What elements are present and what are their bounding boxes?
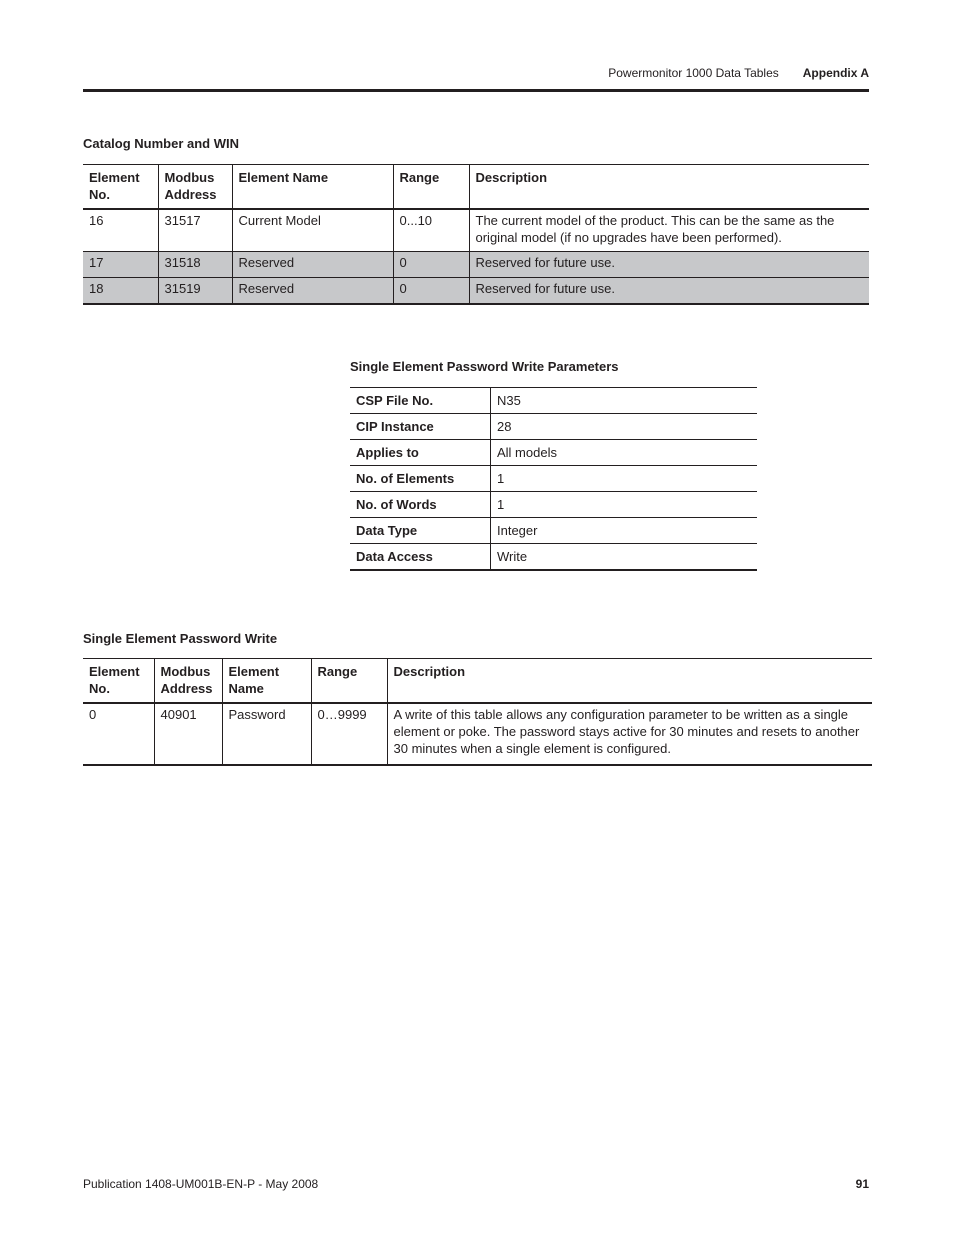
column-header: Description bbox=[469, 165, 869, 209]
column-header: Element Name bbox=[232, 165, 393, 209]
table-row bbox=[350, 440, 757, 466]
password-write-table bbox=[83, 658, 872, 766]
table-cell: Current Model bbox=[232, 209, 393, 252]
table-cell: 0…9999 bbox=[311, 703, 387, 765]
table-row bbox=[83, 252, 869, 278]
table-cell: 0 bbox=[393, 252, 469, 278]
parameter-label: CSP File No. bbox=[356, 393, 434, 408]
parameter-value: 28 bbox=[491, 414, 758, 440]
table1-caption: Catalog Number and WIN bbox=[83, 136, 240, 151]
table-cell: 18 bbox=[83, 278, 158, 304]
table-cell: Reserved bbox=[232, 278, 393, 304]
column-header: Element Name bbox=[222, 659, 311, 703]
table-row bbox=[350, 466, 757, 492]
parameter-label: No. of Words bbox=[350, 492, 491, 518]
table-cell: The current model of the product. This can be the same as the original model (if no upgrades have been performed). bbox=[469, 209, 869, 252]
table-row bbox=[83, 278, 869, 304]
column-header: Modbus Address bbox=[158, 165, 232, 209]
parameter-value: N35 bbox=[491, 388, 758, 414]
column-header: Range bbox=[311, 659, 387, 703]
table-row bbox=[350, 388, 757, 414]
column-header: Description bbox=[387, 659, 872, 703]
table-cell: 31518 bbox=[158, 252, 232, 278]
table-cell: 16 bbox=[89, 212, 104, 228]
catalog-number-table bbox=[83, 164, 869, 305]
running-header bbox=[608, 66, 869, 80]
parameter-value: Integer bbox=[491, 518, 758, 544]
parameter-label: CIP Instance bbox=[350, 414, 491, 440]
table-row bbox=[350, 518, 757, 544]
table-cell: Reserved for future use. bbox=[469, 252, 869, 278]
column-header: Range bbox=[393, 165, 469, 209]
table-row bbox=[350, 492, 757, 518]
table-cell: 0...10 bbox=[393, 209, 469, 252]
table-cell: 31519 bbox=[158, 278, 232, 304]
table-cell: 0 bbox=[393, 278, 469, 304]
parameter-value: 1 bbox=[491, 466, 758, 492]
parameter-label: Applies to bbox=[350, 440, 491, 466]
table-cell: 31517 bbox=[158, 209, 232, 252]
table3-caption: Single Element Password Write bbox=[83, 631, 278, 646]
page-number: 91 bbox=[855, 1177, 869, 1191]
parameter-label: Data Access bbox=[350, 544, 491, 570]
table-row bbox=[350, 414, 757, 440]
header-section-title: Powermonitor 1000 Data Tables bbox=[608, 66, 779, 80]
table2-caption: Single Element Password Write Parameters bbox=[350, 359, 619, 374]
table-header-row bbox=[83, 165, 869, 209]
header-appendix: Appendix A bbox=[802, 66, 869, 80]
table-row bbox=[83, 703, 872, 765]
table-cell: A write of this table allows any configuration parameter to be written as a single element or poke. The password stays active for 30 minutes and resets to another 30 minutes when a single element is configured. bbox=[387, 703, 872, 765]
parameter-value: All models bbox=[491, 440, 758, 466]
header-rule bbox=[83, 89, 869, 92]
parameter-label: No. of Elements bbox=[350, 466, 491, 492]
parameter-label: Data Type bbox=[350, 518, 491, 544]
table-cell: Reserved for future use. bbox=[469, 278, 869, 304]
table-cell: 40901 bbox=[154, 703, 222, 765]
table-row bbox=[350, 544, 757, 570]
column-header: Modbus Address bbox=[154, 659, 222, 703]
table-cell: Reserved bbox=[232, 252, 393, 278]
parameter-value: Write bbox=[491, 544, 758, 570]
column-header: Element No. bbox=[83, 165, 158, 209]
column-header: Element No. bbox=[83, 659, 154, 703]
password-write-parameters-table bbox=[350, 387, 757, 571]
table-cell: Password bbox=[222, 703, 311, 765]
parameter-value: 1 bbox=[491, 492, 758, 518]
table-header-row bbox=[83, 659, 872, 703]
table-cell: 0 bbox=[89, 706, 97, 722]
table-cell: 17 bbox=[83, 252, 158, 278]
publication-footer: Publication 1408-UM001B-EN-P - May 2008 bbox=[83, 1177, 319, 1191]
table-row bbox=[83, 209, 869, 252]
